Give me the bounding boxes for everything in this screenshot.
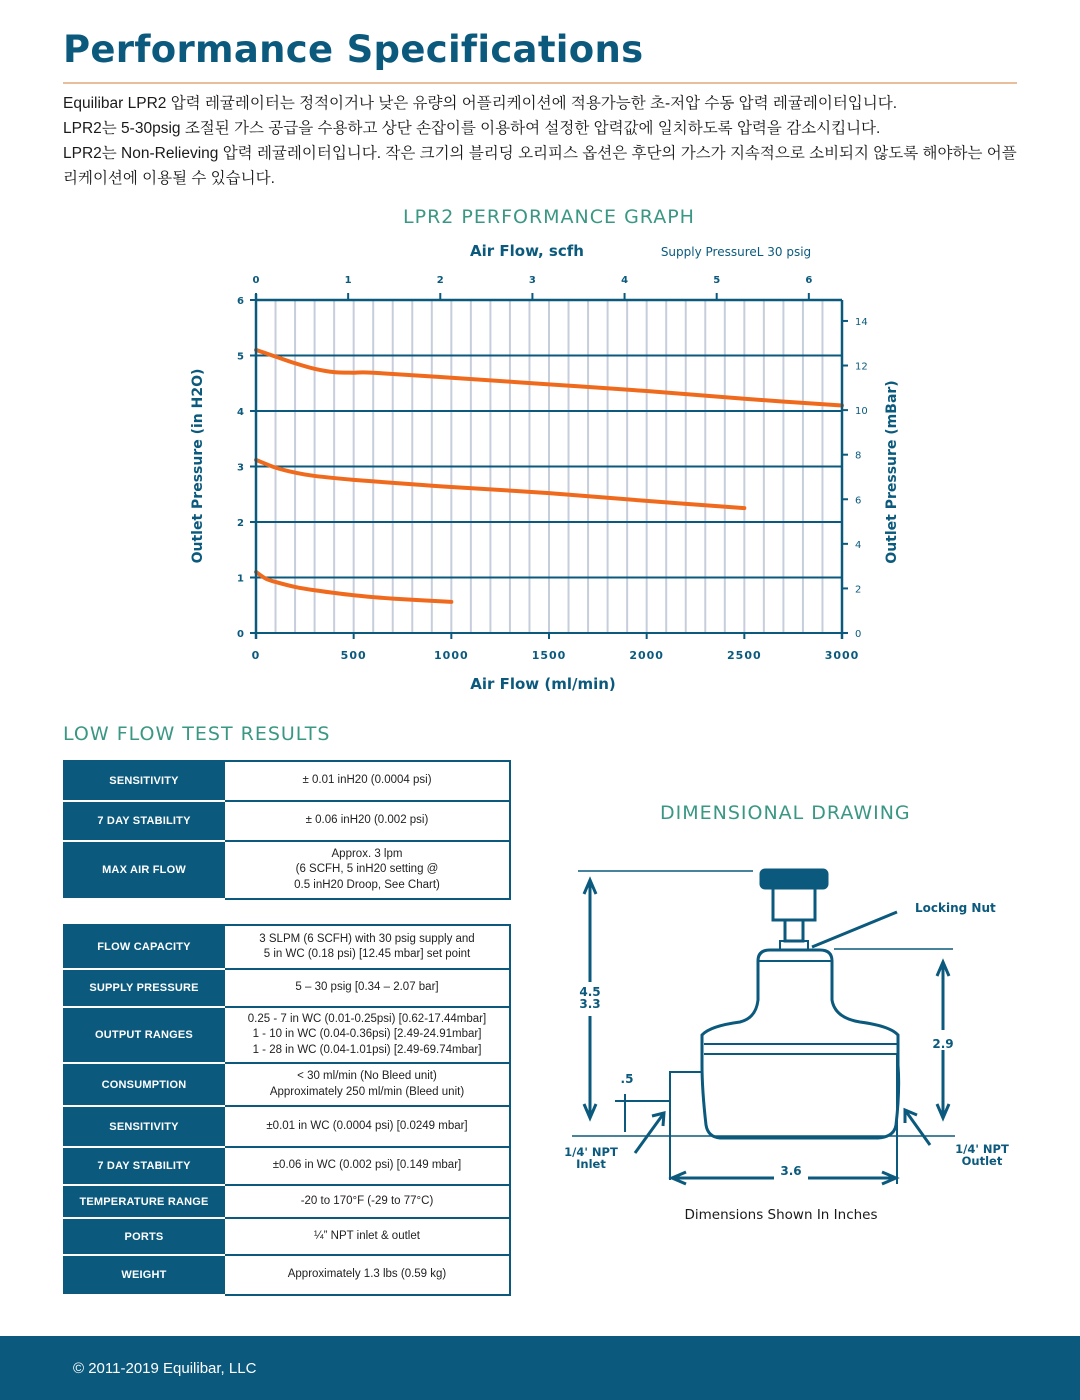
- value-line: 5 in WC (0.18 psi) [12.45 mbar] set point: [263, 948, 471, 960]
- knob: [761, 870, 827, 888]
- row-label: SENSITIVITY: [64, 1106, 224, 1147]
- intro-paragraph: LPR2는 Non-Relieving 압력 레귤레이터입니다. 작은 크기의 블리딩 오리피스 옵션은 후단의 가스가 지속적으로 소비되지 않도록 해야하는 어플리케이션에 이용될 수 있습니다.: [63, 145, 1017, 187]
- specs-table: [63, 924, 511, 1296]
- intro-text: [63, 91, 1023, 191]
- y-tick-label: 3: [237, 462, 244, 474]
- table-row: [64, 925, 510, 969]
- row-value: [224, 761, 510, 801]
- dimensional-drawing-title: DIMENSIONAL DRAWING: [660, 802, 911, 824]
- top-x-tick-label: 3: [528, 275, 536, 286]
- intro-paragraph: LPR2는 5-30psig 조절된 가스 공급을 수용하고 상단 손잡이를 이용하여 설정한 압력값에 일치하도록 압력을 감소시킵니다.: [63, 120, 881, 137]
- row-value: [224, 925, 510, 969]
- dimensional-drawing: [560, 850, 1030, 1230]
- value-line: 1 - 28 in WC (0.04-1.01psi) [2.49-69.74mbar]: [252, 1043, 482, 1056]
- inlet-label-line1: 1/4' NPT: [564, 1145, 618, 1159]
- x-tick-label: 1000: [434, 649, 469, 662]
- y2-tick-label: 12: [855, 361, 868, 373]
- x-tick-label: 1500: [531, 649, 567, 662]
- inlet-port-outline: [670, 1072, 702, 1180]
- row-value: [224, 1218, 510, 1255]
- supply-pressure-annotation: Supply PressureL 30 psig: [660, 245, 812, 259]
- low-flow-title: LOW FLOW TEST RESULTS: [63, 723, 331, 745]
- outlet-arrow: [905, 1110, 930, 1145]
- y2-tick-label: 10: [855, 406, 868, 418]
- table-row: [64, 801, 510, 841]
- x-tick-label: 2000: [629, 649, 664, 662]
- y-tick-label: 6: [237, 296, 244, 307]
- value-line: Approximately 250 ml/min (Bleed unit): [269, 1085, 465, 1098]
- top-x-tick-label: 1: [344, 275, 352, 286]
- x-tick-label: 500: [340, 649, 367, 662]
- value-line: < 30 ml/min (No Bleed unit): [297, 1070, 437, 1082]
- top-x-tick-label: 6: [805, 275, 813, 286]
- y-tick-label: 5: [237, 351, 244, 363]
- row-value: [224, 1007, 510, 1063]
- outlet-label-line2: Outlet: [961, 1154, 1003, 1168]
- row-label: 7 DAY STABILITY: [64, 1147, 224, 1185]
- y-axis-label: Outlet Pressure (in H2O): [190, 368, 206, 564]
- x-tick-label: 0: [251, 649, 261, 662]
- graph-title: LPR2 PERFORMANCE GRAPH: [403, 206, 695, 228]
- body-height-label: 2.9: [932, 1037, 954, 1051]
- y2-tick-label: 2: [855, 584, 862, 596]
- low-flow-table: [63, 760, 511, 900]
- intro-paragraph: Equilibar LPR2 압력 레귤레이터는 정적이거나 낮은 유량의 어플리케이션에 적용가능한 초-저압 수동 압력 레귤레이터입니다.: [63, 95, 898, 112]
- row-label: OUTPUT RANGES: [64, 1007, 224, 1063]
- y-tick-label: 4: [237, 407, 244, 418]
- table-row: [64, 1007, 510, 1063]
- row-value: [224, 1255, 510, 1295]
- x-tick-label: 3000: [824, 649, 860, 662]
- page-title: Performance Specifications: [63, 28, 644, 71]
- value-line: 0.5 inH20 Droop, See Chart): [294, 878, 440, 891]
- table-row: [64, 969, 510, 1007]
- locking-nut-leader: [812, 912, 897, 947]
- value-line: -20 to 170°F (-29 to 77°C): [300, 1194, 434, 1207]
- table-row: [64, 1106, 510, 1147]
- table-row: [64, 1255, 510, 1295]
- height-max-label: 4.5: [579, 985, 601, 999]
- y2-tick-label: 4: [855, 539, 862, 551]
- value-line: 0.25 - 7 in WC (0.01-0.25psi) [0.62-17.44mbar]: [247, 1012, 487, 1025]
- value-line: Approx. 3 lpm: [331, 847, 403, 860]
- value-line: ¼” NPT inlet & outlet: [314, 1229, 420, 1242]
- y-tick-label: 2: [237, 518, 244, 529]
- row-value: [224, 1185, 510, 1218]
- drawing-caption: Dimensions Shown In Inches: [684, 1207, 878, 1223]
- row-label: PORTS: [64, 1218, 224, 1255]
- locking-nut-label: Locking Nut: [915, 901, 996, 915]
- row-value: [224, 841, 510, 899]
- footer: [0, 1336, 1080, 1400]
- copyright: © 2011-2019 Equilibar, LLC: [73, 1360, 257, 1377]
- row-value: [224, 969, 510, 1007]
- title-divider: [63, 82, 1017, 84]
- y2-tick-label: 8: [855, 450, 862, 462]
- value-line: ±0.06 in WC (0.002 psi) [0.149 mbar]: [272, 1159, 462, 1172]
- width-label: 3.6: [780, 1164, 802, 1178]
- table-row: [64, 1063, 510, 1106]
- top-x-tick-label: 2: [436, 275, 444, 286]
- value-line: Approximately 1.3 lbs (0.59 kg): [287, 1268, 447, 1281]
- horizontal-gridlines: [250, 300, 842, 633]
- port-height-label: .5: [620, 1072, 634, 1086]
- table-row: [64, 1218, 510, 1255]
- value-line: (6 SCFH, 5 inH20 setting @: [295, 863, 439, 876]
- y2-tick-label: 6: [855, 495, 862, 507]
- y2-tick-label: 14: [855, 316, 868, 328]
- top-axis-label: Air Flow, scfh: [470, 242, 584, 260]
- row-value: [224, 801, 510, 841]
- row-label: SENSITIVITY: [64, 761, 224, 801]
- row-label: SUPPLY PRESSURE: [64, 969, 224, 1007]
- outlet-label-line1: 1/4' NPT: [955, 1142, 1009, 1156]
- top-x-tick-label: 0: [252, 275, 260, 286]
- value-line: 1 - 10 in WC (0.04-0.36psi) [2.49-24.91mbar]: [252, 1028, 482, 1041]
- y-tick-label: 0: [237, 629, 244, 640]
- row-value: [224, 1063, 510, 1106]
- row-label: WEIGHT: [64, 1255, 224, 1295]
- knob-stem: [773, 888, 815, 920]
- row-value: [224, 1147, 510, 1185]
- y2-tick-label: 0: [855, 629, 862, 640]
- value-line: 3 SLPM (6 SCFH) with 30 psig supply and: [259, 932, 475, 945]
- table-row: [64, 1185, 510, 1218]
- row-label: FLOW CAPACITY: [64, 925, 224, 969]
- row-value: [224, 1106, 510, 1147]
- table-row: [64, 841, 510, 899]
- y2-axis-label: Outlet Pressure (mBar): [884, 380, 900, 564]
- shaft: [785, 920, 803, 941]
- y-tick-label: 1: [237, 573, 244, 585]
- value-line: ± 0.01 inH20 (0.0004 psi): [302, 774, 432, 787]
- table-row: [64, 761, 510, 801]
- performance-chart: [0, 232, 1080, 702]
- value-line: 5 – 30 psig [0.34 – 2.07 bar]: [295, 981, 439, 994]
- top-x-tick-label: 4: [621, 275, 629, 286]
- row-label: MAX AIR FLOW: [64, 841, 224, 899]
- inlet-label-line2: Inlet: [576, 1157, 606, 1171]
- tick-labels: [237, 275, 868, 662]
- table-row: [64, 1147, 510, 1185]
- x-tick-label: 2500: [727, 649, 762, 662]
- value-line: ±0.01 in WC (0.0004 psi) [0.0249 mbar]: [266, 1119, 468, 1132]
- height-min-label: 3.3: [579, 997, 601, 1011]
- row-label: CONSUMPTION: [64, 1063, 224, 1106]
- top-x-tick-label: 5: [713, 275, 721, 286]
- row-label: TEMPERATURE RANGE: [64, 1185, 224, 1218]
- inlet-arrow: [635, 1113, 664, 1153]
- value-line: ± 0.06 inH20 (0.002 psi): [305, 814, 429, 827]
- row-label: 7 DAY STABILITY: [64, 801, 224, 841]
- x-axis-label: Air Flow (ml/min): [470, 675, 616, 693]
